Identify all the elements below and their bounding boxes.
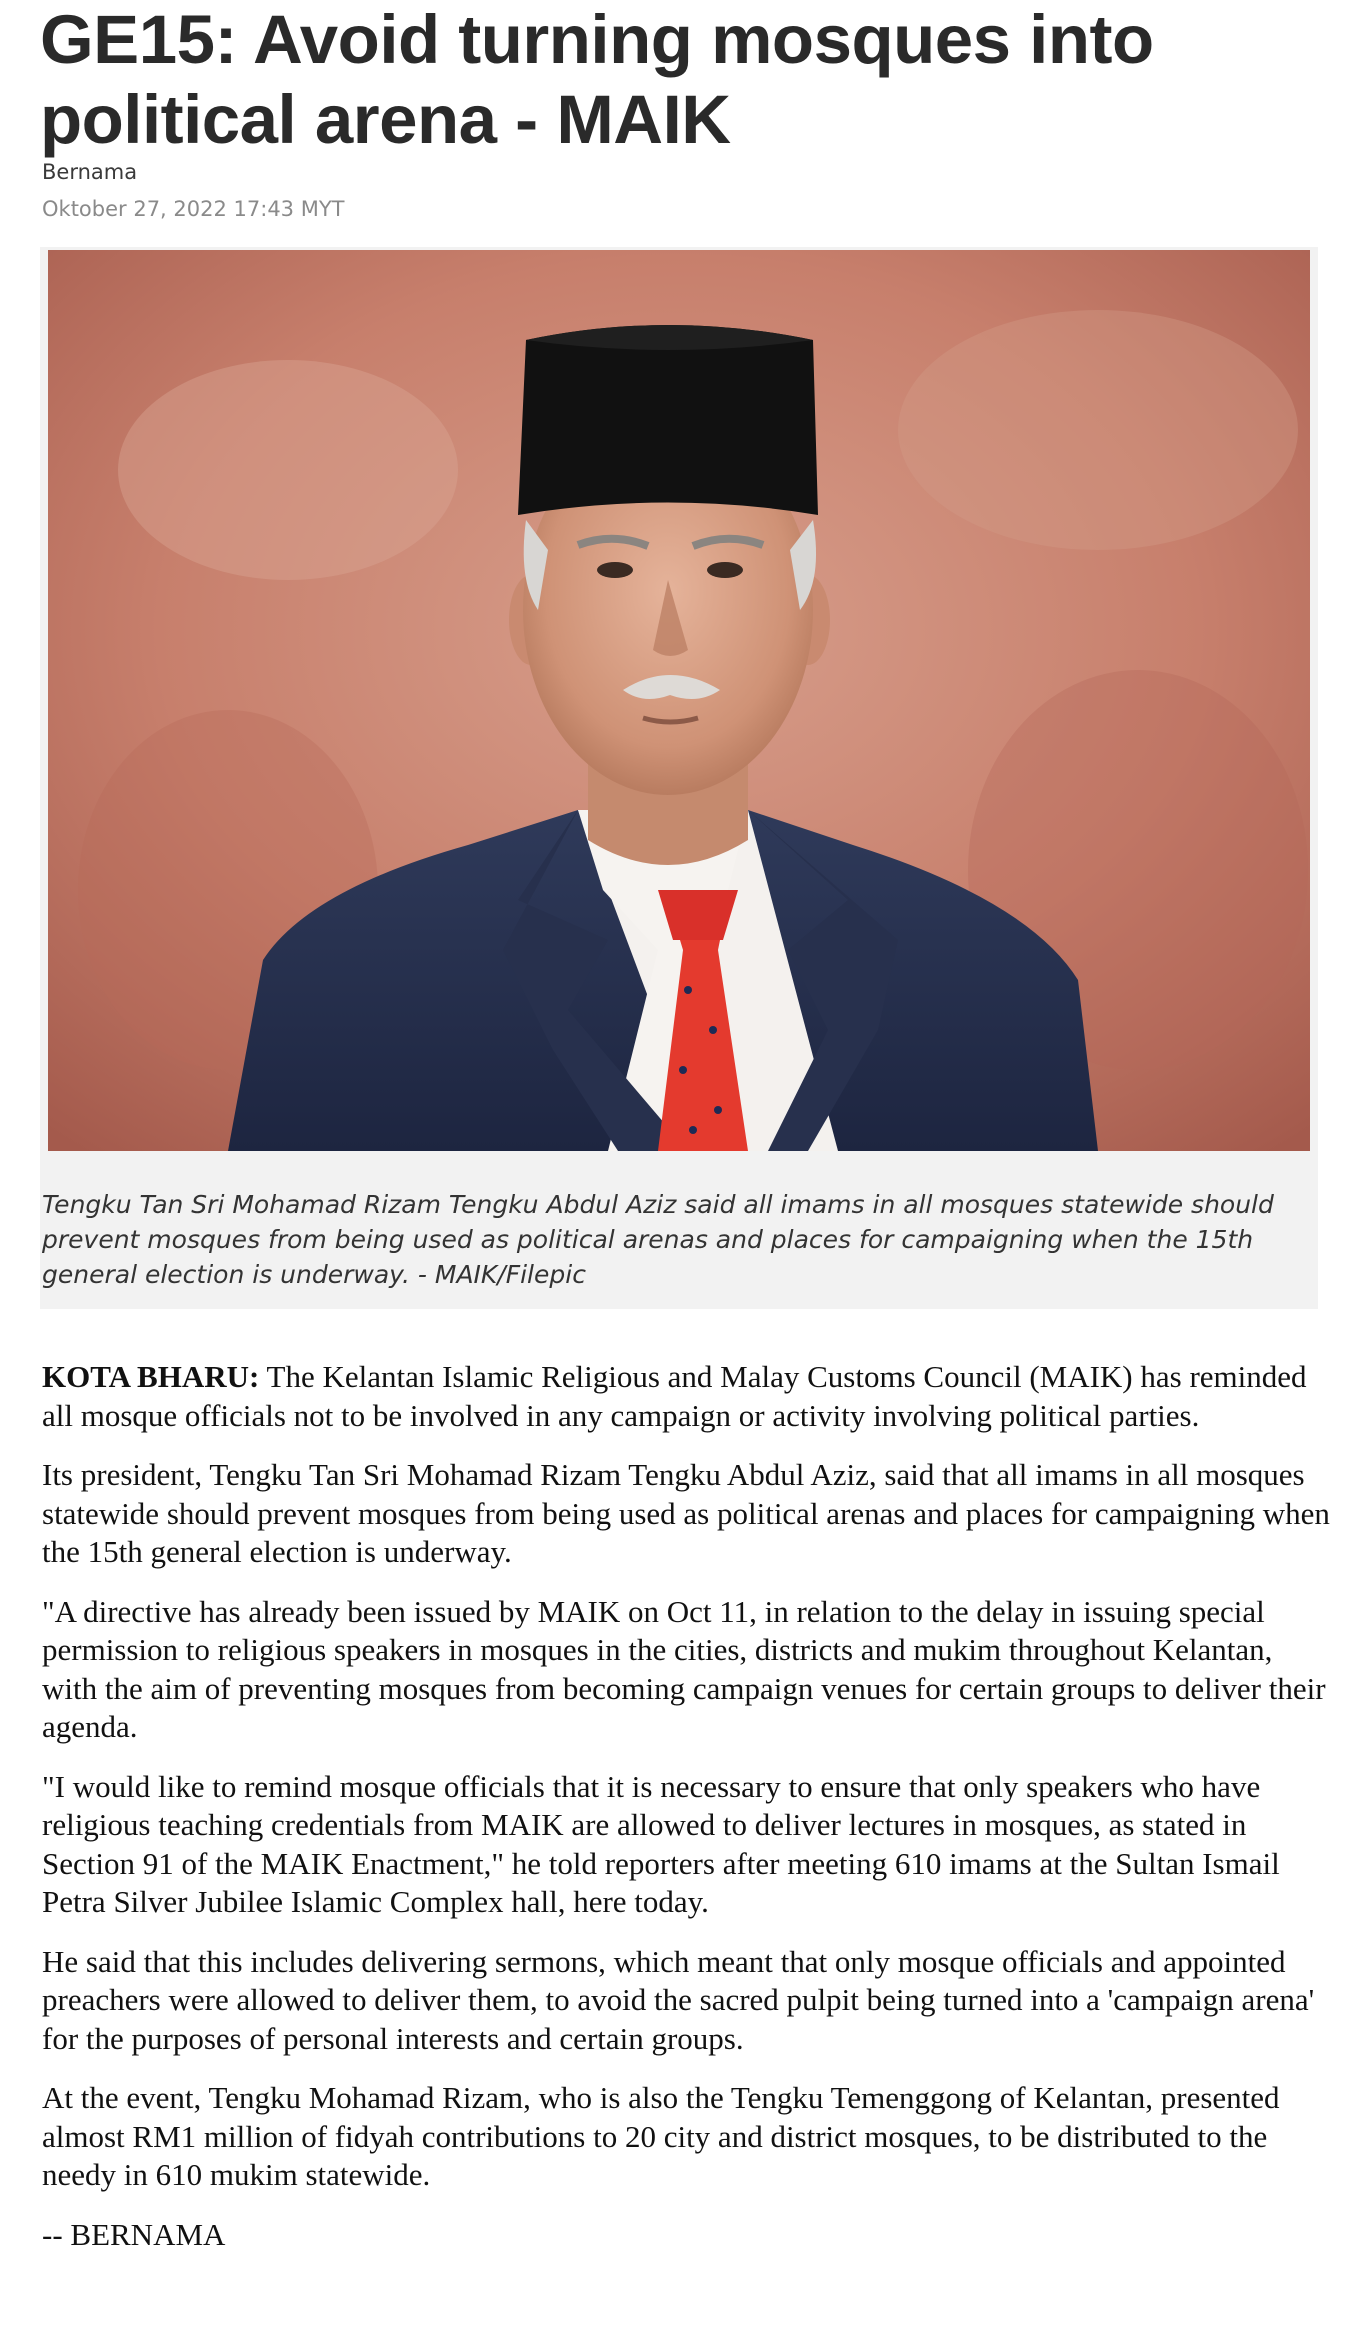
signoff: -- BERNAMA [42, 2216, 226, 2252]
body-paragraph: He said that this includes delivering sermons, which meant that only mosque officials and appointed preachers were allowed to deliver them, to avoid the sacred pulpit being turned into a 'campaign arena' for the purposes of personal interests and certain groups. [42, 1943, 1315, 2056]
body-paragraph: "I would like to remind mosque officials that it is necessary to ensure that only speakers who have religious teaching credentials from MAIK are allowed to deliver lectures in mosques, as stated in Section 91 of the MAIK Enactment," he told reporters after meeting 610 imams at the Sultan Ismail Petra Silver Jubilee Islamic Complex hall, here today. [42, 1768, 1280, 1919]
article-body [42, 1358, 1332, 2275]
photo-caption: Tengku Tan Sri Mohamad Rizam Tengku Abdul Aziz said all imams in all mosques statewide should prevent mosques from being used as political arenas and places for campaigning when the 15th general election is underway. - MAIK/Filepic [42, 1190, 1274, 1289]
article-source[interactable]: Bernama [42, 160, 138, 184]
lead-text: The Kelantan Islamic Religious and Malay Customs Council (MAIK) has reminded all mosque officials not to be involved in any campaign or activity involving political parties. [42, 1359, 1307, 1433]
article-figure [40, 247, 1318, 1309]
portrait-photo [48, 250, 1310, 1151]
body-paragraph: "A directive has already been issued by MAIK on Oct 11, in relation to the delay in issuing special permission to religious speakers in mosques in the cities, districts and mukim throughout Kelantan, with the aim of preventing mosques from becoming campaign venues for certain groups to deliver their agenda. [42, 1593, 1326, 1744]
lead-location: KOTA BHARU: [42, 1359, 260, 1394]
publish-date: Oktober 27, 2022 17:43 MYT [42, 197, 345, 221]
body-paragraph: At the event, Tengku Mohamad Rizam, who is also the Tengku Temenggong of Kelantan, presented almost RM1 million of fidyah contributions to 20 city and district mosques, to be distributed to the needy in 610 mukim statewide. [42, 2080, 1280, 2192]
article-headline: GE15: Avoid turning mosques into political arena - MAIK [40, 1, 1154, 158]
lead-paragraph [42, 1358, 1332, 1435]
body-paragraph: Its president, Tengku Tan Sri Mohamad Rizam Tengku Abdul Aziz, said that all imams in all mosques statewide should prevent mosques from being used as political arenas and places for campaigning when the 15th general election is underway. [42, 1457, 1330, 1569]
